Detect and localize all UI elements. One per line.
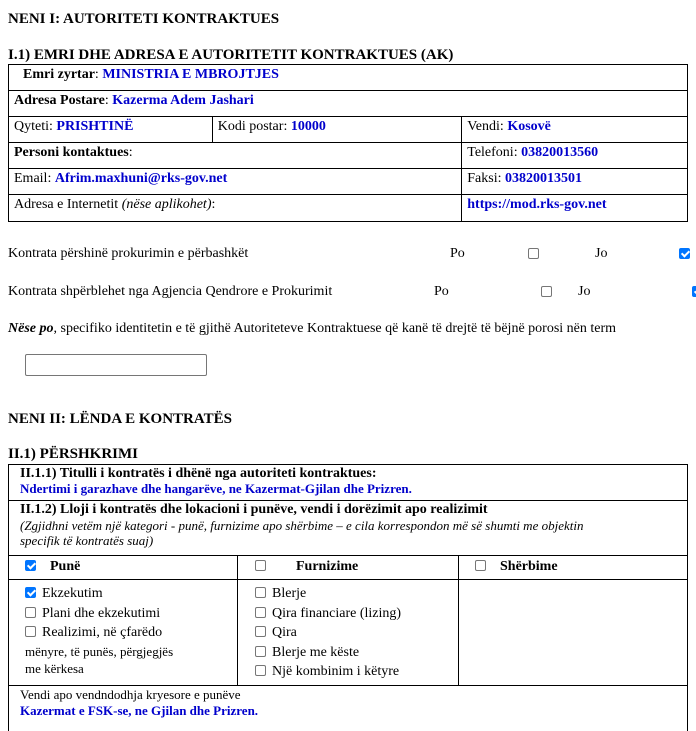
contracting-authority-table xyxy=(8,64,688,222)
option-checkbox[interactable] xyxy=(255,587,266,598)
internet-value-cell xyxy=(462,195,688,222)
country-value: Kosovë xyxy=(507,119,551,134)
section2-title: NENI II: LËNDA E KONTRATËS xyxy=(8,411,232,427)
if-yes-bold: Nëse po xyxy=(8,321,54,336)
joint-procurement-no-label: Jo xyxy=(595,246,608,261)
divider xyxy=(9,500,687,501)
internet-value: https://mod.rks-gov.net xyxy=(467,197,607,212)
fax-label: Faksi xyxy=(467,171,498,186)
contract-title-block xyxy=(20,466,412,497)
services-label: Shërbime xyxy=(500,559,558,574)
supply-option[interactable] xyxy=(255,643,401,663)
contact-person-cell: Personi kontaktues: xyxy=(9,143,462,169)
supplies-checkbox[interactable] xyxy=(255,560,266,571)
option-checkbox[interactable] xyxy=(25,626,36,637)
contract-type-note-2: specifik të kontratës suaj) xyxy=(20,533,154,548)
contract-title-value: Ndertimi i garazhave dhe hangarëve, ne Kazermat-Gjilan dhe Prizren. xyxy=(20,481,412,496)
option-checkbox[interactable] xyxy=(25,607,36,618)
city-label: Qyteti xyxy=(14,119,49,134)
joint-procurement-question: Kontrata përshinë prokurimin e përbashkët xyxy=(8,246,249,261)
central-agency-no-label: Jo xyxy=(578,284,591,299)
divider xyxy=(9,685,687,686)
services-checkbox[interactable] xyxy=(475,560,486,571)
supply-options xyxy=(255,584,401,682)
option-label: Blerje xyxy=(272,586,307,601)
postal-address-label: Adresa Postare xyxy=(14,93,105,108)
section1-title: NENI I: AUTORITETI KONTRAKTUES xyxy=(8,11,280,27)
section1-subtitle: I.1) EMRI DHE ADRESA E AUTORITETIT KONTRAKTUES (AK) xyxy=(8,47,454,63)
works-option[interactable] xyxy=(25,584,173,604)
contact-person-label: Personi kontaktues xyxy=(14,145,129,160)
option-checkbox[interactable] xyxy=(255,626,266,637)
phone-cell: Telefoni: 03820013560 xyxy=(462,143,688,169)
postal-code-cell: Kodi postar: 10000 xyxy=(212,117,462,143)
central-agency-question: Kontrata shpërblehet nga Agjencia Qendrore e Prokurimit xyxy=(8,284,333,299)
central-agency-yes-checkbox[interactable] xyxy=(541,286,552,297)
option-label: Plani dhe ekzekutimi xyxy=(42,605,161,621)
email-label: Email xyxy=(14,171,48,186)
city-value: PRISHTINË xyxy=(56,119,134,134)
location-block xyxy=(20,687,258,719)
supply-option[interactable] xyxy=(255,604,401,624)
supply-option[interactable] xyxy=(255,623,401,643)
phone-value: 03820013560 xyxy=(521,145,599,160)
divider xyxy=(9,555,687,556)
central-agency-no-checkbox[interactable] xyxy=(692,286,696,297)
works-option[interactable] xyxy=(25,604,173,624)
option-label: Qira financiare (lizing) xyxy=(272,605,402,621)
joint-procurement-no-checkbox[interactable] xyxy=(679,248,690,259)
email-cell: Email: Afrim.maxhuni@rks-gov.net xyxy=(9,169,462,195)
phone-label: Telefoni xyxy=(467,145,514,160)
authorities-identity-input[interactable] xyxy=(25,354,207,376)
postal-address-cell: Adresa Postare: Kazerma Adem Jashari xyxy=(9,91,688,117)
internet-note: (nëse aplikohet) xyxy=(121,197,212,212)
city-cell: Qyteti: PRISHTINË xyxy=(9,117,213,143)
divider xyxy=(458,555,459,685)
category-services[interactable] xyxy=(475,559,558,575)
option-label: Blerje me këste xyxy=(272,644,360,660)
option-label: Një kombinim i këtyre xyxy=(272,664,400,679)
postal-address-value: Kazerma Adem Jashari xyxy=(112,93,254,108)
divider xyxy=(9,579,687,580)
option-checkbox[interactable] xyxy=(255,607,266,618)
contract-type-note-1: (Zgjidhni vetëm një kategori - punë, furnizime apo shërbime – e cila korrespondon më së shumti me objektin xyxy=(20,518,584,533)
works-options xyxy=(25,584,173,677)
official-name-cell: Emri zyrtar: MINISTRIA E MBROJTJES xyxy=(9,65,688,91)
option-label: Qira xyxy=(272,625,297,640)
supply-option[interactable] xyxy=(255,584,401,604)
contract-title-label: II.1.1) Titulli i kontratës i dhënë nga autoriteti kontraktues: xyxy=(20,466,377,481)
postal-code-value: 10000 xyxy=(290,119,326,134)
country-label: Vendi xyxy=(467,119,500,134)
supply-option[interactable] xyxy=(255,662,401,682)
works-label: Punë xyxy=(50,559,81,574)
internet-label: Adresa e Internetit xyxy=(14,197,119,212)
option-label: Realizimi, në çfarëdo xyxy=(42,625,163,640)
category-supplies[interactable] xyxy=(255,559,358,575)
if-yes-instruction xyxy=(8,321,616,337)
option-checkbox[interactable] xyxy=(25,587,36,598)
works-option-continuation: me kërkesa xyxy=(25,660,84,676)
contract-type-block xyxy=(20,502,583,548)
joint-procurement-yes-checkbox[interactable] xyxy=(528,248,539,259)
internet-cell: Adresa e Internetit (nëse aplikohet): xyxy=(9,195,462,222)
divider xyxy=(237,555,238,685)
fax-value: 03820013501 xyxy=(504,171,582,186)
email-value: Afrim.maxhuni@rks-gov.net xyxy=(54,171,228,186)
postal-code-label: Kodi postar xyxy=(217,119,284,134)
official-name-value: MINISTRIA E MBROJTJES xyxy=(102,67,279,82)
location-label: Vendi apo vendndodhja kryesore e punëve xyxy=(20,687,241,702)
option-label: Ekzekutim xyxy=(42,586,103,601)
joint-procurement-yes-label: Po xyxy=(450,246,465,261)
supplies-label: Furnizime xyxy=(296,559,359,574)
category-works[interactable] xyxy=(25,559,80,575)
central-agency-yes-label: Po xyxy=(434,284,449,299)
works-checkbox[interactable] xyxy=(25,560,36,571)
option-checkbox[interactable] xyxy=(255,646,266,657)
location-value: Kazermat e FSK-se, ne Gjilan dhe Prizren. xyxy=(20,703,259,718)
country-cell: Vendi: Kosovë xyxy=(462,117,688,143)
option-checkbox[interactable] xyxy=(255,665,266,676)
if-yes-text: , specifiko identitetin e të gjithë Autoriteteve Kontraktuese që kanë të drejtë të bëjnë porosi nën term xyxy=(53,321,617,336)
works-option[interactable] xyxy=(25,623,173,643)
contract-type-label: II.1.2) Lloji i kontratës dhe lokacioni i punëve, vendi i dorëzimit apo realizimit xyxy=(20,502,488,517)
works-option-continuation: mënyre, të punës, përgjegjës xyxy=(25,643,174,659)
subject-table xyxy=(8,464,688,731)
official-name-label: Emri zyrtar xyxy=(23,67,95,82)
section2-subtitle: II.1) PËRSHKRIMI xyxy=(8,446,139,462)
fax-cell: Faksi: 03820013501 xyxy=(462,169,688,195)
